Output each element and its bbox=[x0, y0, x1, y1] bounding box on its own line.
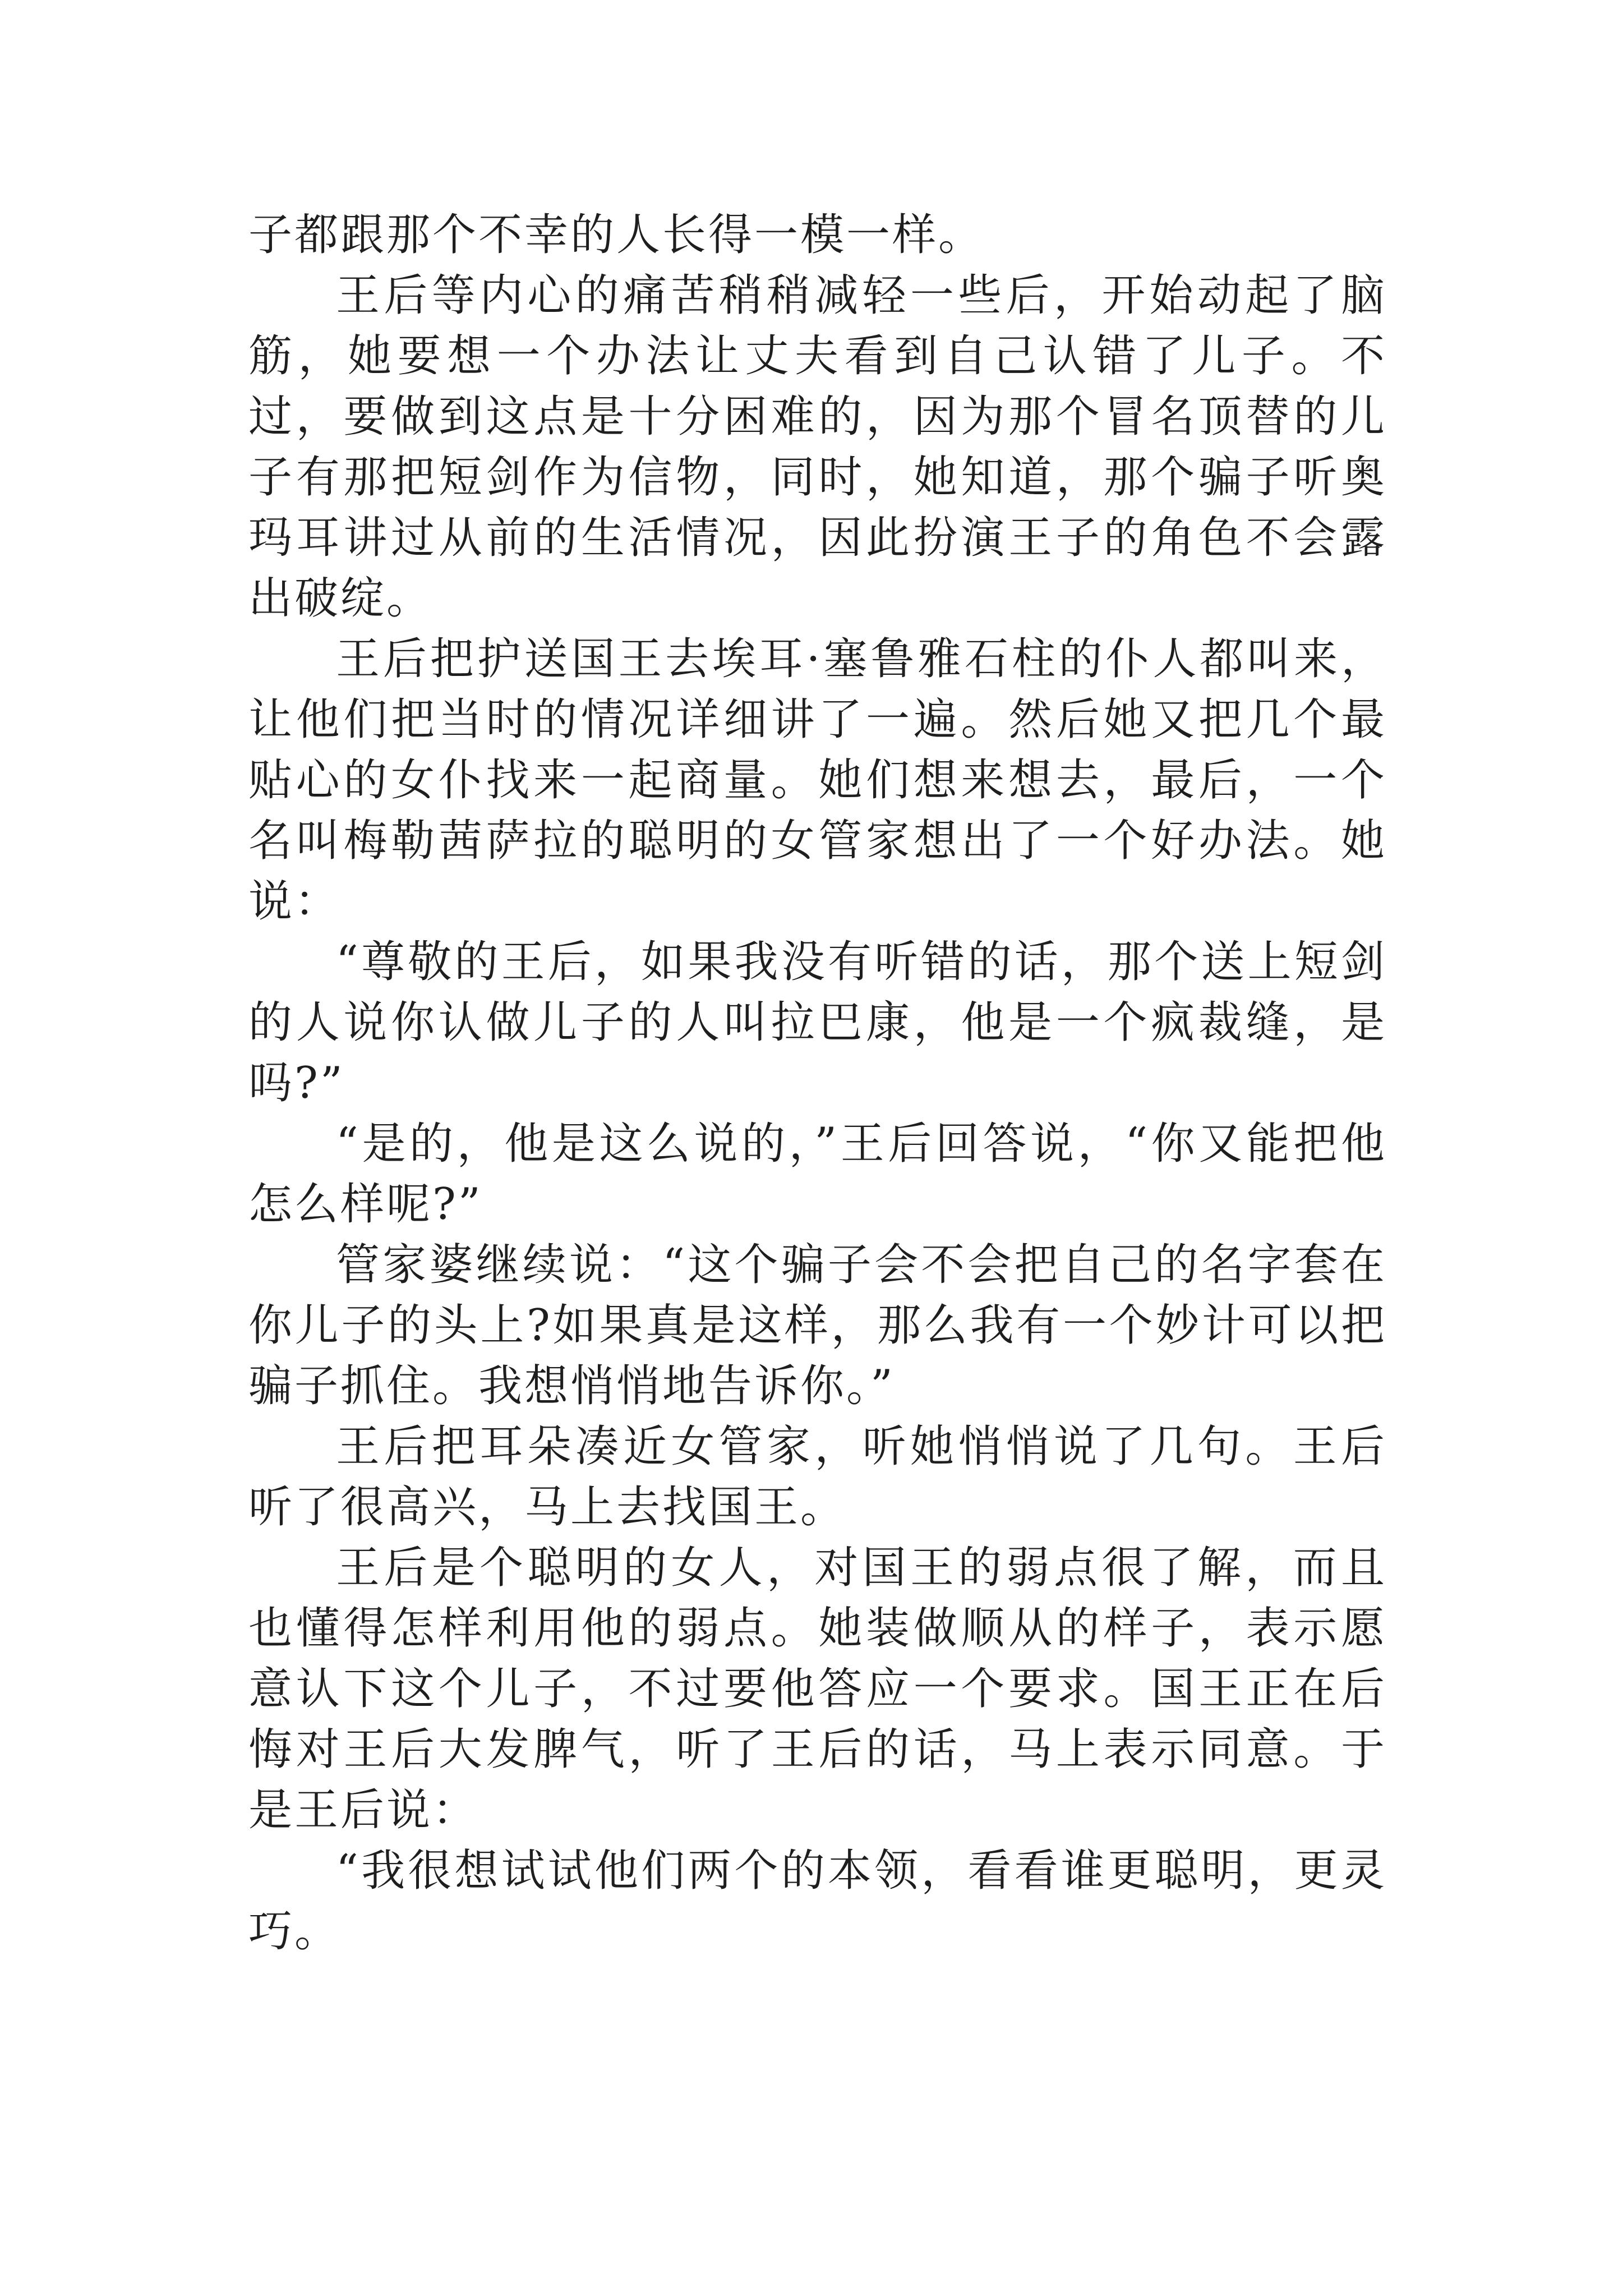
paragraph-1: 子都跟那个不幸的人长得一模一样。 bbox=[248, 210, 985, 260]
paragraph-3: 王后把护送国王去埃耳·塞鲁雅石柱的仆人都叫来，让他们把当时的情况详细讲了一遍。然后她又把几个最贴心的女仆找来一起商量。她们想来想去，最后，一个名叫梅勒茜萨拉的聪明的女管家想出了一个好办法。她说： bbox=[248, 634, 1387, 927]
paragraph-4: “尊敬的王后，如果我没有听错的话，那个送上短剑的人说你认做儿子的人叫拉巴康，他是一个疯裁缝，是吗?” bbox=[248, 937, 1387, 1108]
paragraph-8: 王后是个聪明的女人，对国王的弱点很了解，而且也懂得怎样利用他的弱点。她装做顺从的样子，表示愿意认下这个儿子，不过要他答应一个要求。国王正在后悔对王后大发脾气，听了王后的话，马上表示同意。于是王后说： bbox=[248, 1543, 1387, 1835]
paragraph-7: 王后把耳朵凑近女管家，听她悄悄说了几句。王后听了很高兴，马上去找国王。 bbox=[248, 1421, 1387, 1533]
paragraph-5: “是的，他是这么说的，”王后回答说，“你又能把他怎么样呢?” bbox=[248, 1119, 1387, 1230]
paragraph-2: 王后等内心的痛苦稍稍减轻一些后，开始动起了脑筋，她要想一个办法让丈夫看到自己认错了儿子。不过，要做到这点是十分困难的，因为那个冒名顶替的儿子有那把短剑作为信物，同时，她知道，那个骗子听奥玛耳讲过从前的生活情况，因此扮演王子的角色不会露出破绽。 bbox=[248, 270, 1387, 624]
paragraph-6: 管家婆继续说：“这个骗子会不会把自己的名字套在你儿子的头上?如果真是这样，那么我有一个妙计可以把骗子抓住。我想悄悄地告诉你。” bbox=[248, 1240, 1387, 1411]
paragraph-9: “我很想试试他们两个的本领，看看谁更聪明，更灵巧。 bbox=[248, 1846, 1387, 1957]
body-text bbox=[248, 205, 1387, 1962]
